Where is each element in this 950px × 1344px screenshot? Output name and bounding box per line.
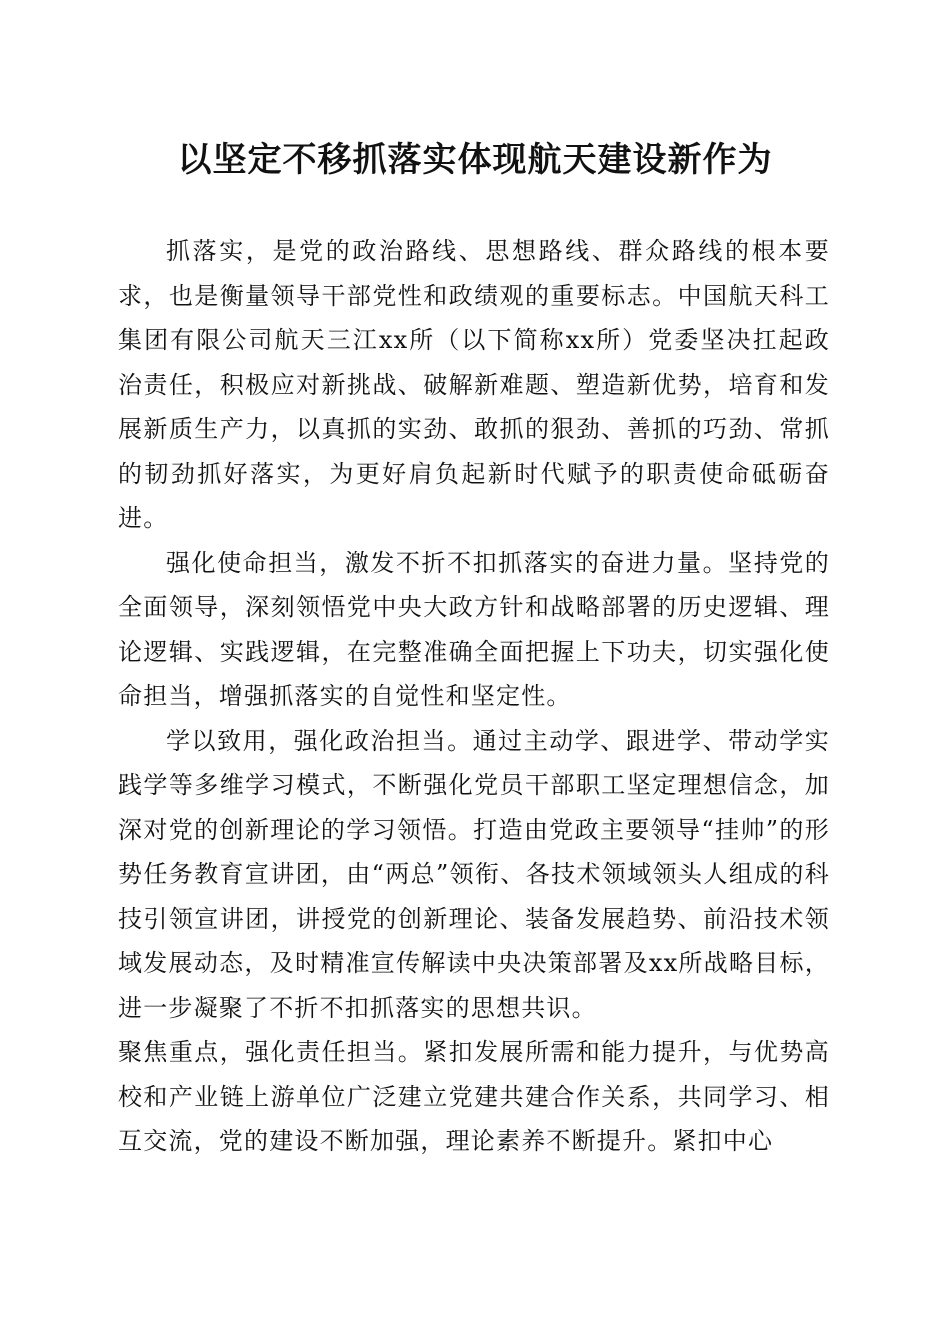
paragraph-study: 学以致用，强化政治担当。通过主动学、跟进学、带动学实践学等多维学习模式，不断强化党员干部职工坚定理想信念，加深对党的创新理论的学习领悟。打造由党政主要领导“挂帅”的形势任务教育宣讲团，由“两总”领衔、各技术领域领头人组成的科技引领宣讲团，讲授党的创新理论、装备发展趋势、前沿技术领域发展动态，及时精准宣传解读中央决策部署及xx所战略目标，进一步凝聚了不折不扣抓落实的思想共识。 bbox=[118, 726, 830, 1022]
paragraph-focus: 聚焦重点，强化责任担当。紧扣发展所需和能力提升，与优势高校和产业链上游单位广泛建立党建共建合作关系，共同学习、相互交流，党的建设不断加强，理论素养不断提升。紧扣中心 bbox=[118, 1038, 830, 1155]
paragraph-mission: 强化使命担当，激发不折不扣抓落实的奋进力量。坚持党的全面领导，深刻领悟党中央大政方针和战略部署的历史逻辑、理论逻辑、实践逻辑，在完整准确全面把握上下功夫，切实强化使命担当，增强抓落实的自觉性和坚定性。 bbox=[118, 548, 830, 710]
document-title: 以坚定不移抓落实体现航天建设新作为 bbox=[177, 140, 773, 180]
paragraph-intro: 抓落实，是党的政治路线、思想路线、群众路线的根本要求，也是衡量领导干部党性和政绩观的重要标志。中国航天科工集团有限公司航天三江xx所（以下简称xx所）党委坚决扛起政治责任，积极应对新挑战、破解新难题、塑造新优势，培育和发展新质生产力，以真抓的实劲、敢抓的狠劲、善抓的巧劲、常抓的韧劲抓好落实，为更好肩负起新时代赋予的职责使命砥砺奋进。 bbox=[118, 237, 830, 532]
document-body bbox=[118, 229, 830, 1164]
